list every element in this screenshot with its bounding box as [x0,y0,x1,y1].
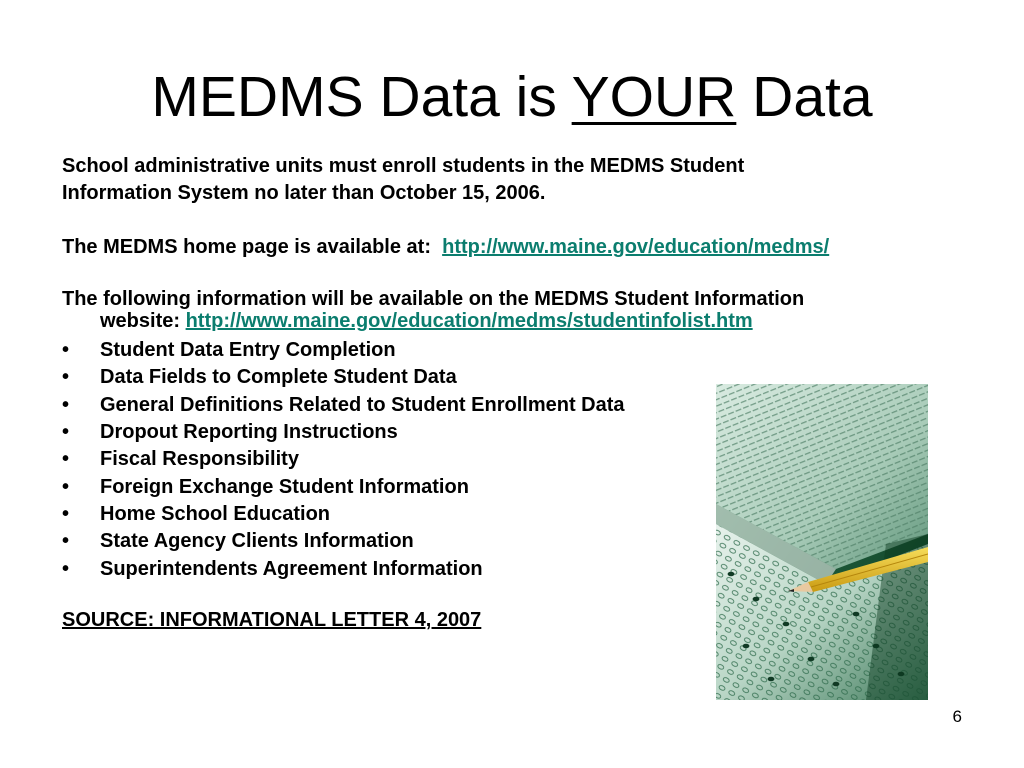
photo-illustration [716,384,928,700]
paragraph-homepage [62,234,962,261]
bullet-text: Data Fields to Complete Student Data [100,366,457,389]
bullet-text: Dropout Reporting Instructions [100,421,398,444]
paragraph-enrollment-line1: School administrative units must enroll students in the MEDMS Student [62,155,745,177]
bullet-text: Fiscal Responsibility [100,448,299,471]
bullet-item [62,337,962,364]
paragraph-info [62,288,962,332]
paragraph-enrollment-line2: Information System no later than October 15, 2006. [62,182,546,204]
bullet-text: Foreign Exchange Student Information [100,475,469,498]
homepage-text: The MEDMS home page is available at: [62,236,431,258]
info-line1: The following information will be available on the MEDMS Student Information [62,288,805,310]
page-number: 6 [952,707,962,726]
homepage-link[interactable]: http://www.maine.gov/education/medms/ [442,236,830,258]
bullet-marker: • [62,475,70,498]
bullet-marker: • [62,366,70,389]
bullet-marker: • [62,557,70,580]
info-line2: website: [100,310,181,332]
bullet-text: Home School Education [100,502,331,525]
bullet-marker: • [62,502,70,525]
bullet-marker: • [62,339,70,362]
bullet-text: General Definitions Related to Student Enrollment Data [100,393,625,416]
title-emphasis: YOUR [571,65,737,129]
bullet-marker: • [62,421,70,444]
bullet-marker: • [62,448,70,471]
paragraph-enrollment [62,153,962,207]
bullet-marker: • [62,393,70,416]
bullet-marker: • [62,530,70,553]
source-citation: SOURCE: INFORMATIONAL LETTER 4, 2007 [62,608,482,631]
studentinfo-link[interactable]: http://www.maine.gov/education/medms/studentinfolist.htm [185,310,753,332]
title-prefix: MEDMS Data is [151,65,572,129]
bullet-text: Superintendents Agreement Information [100,557,483,580]
answer-sheet-pencil-photo [716,384,928,700]
bullet-text: Student Data Entry Completion [100,339,396,362]
bullet-text: State Agency Clients Information [100,530,414,553]
slide-title [0,62,1024,132]
title-suffix: Data [736,65,873,129]
